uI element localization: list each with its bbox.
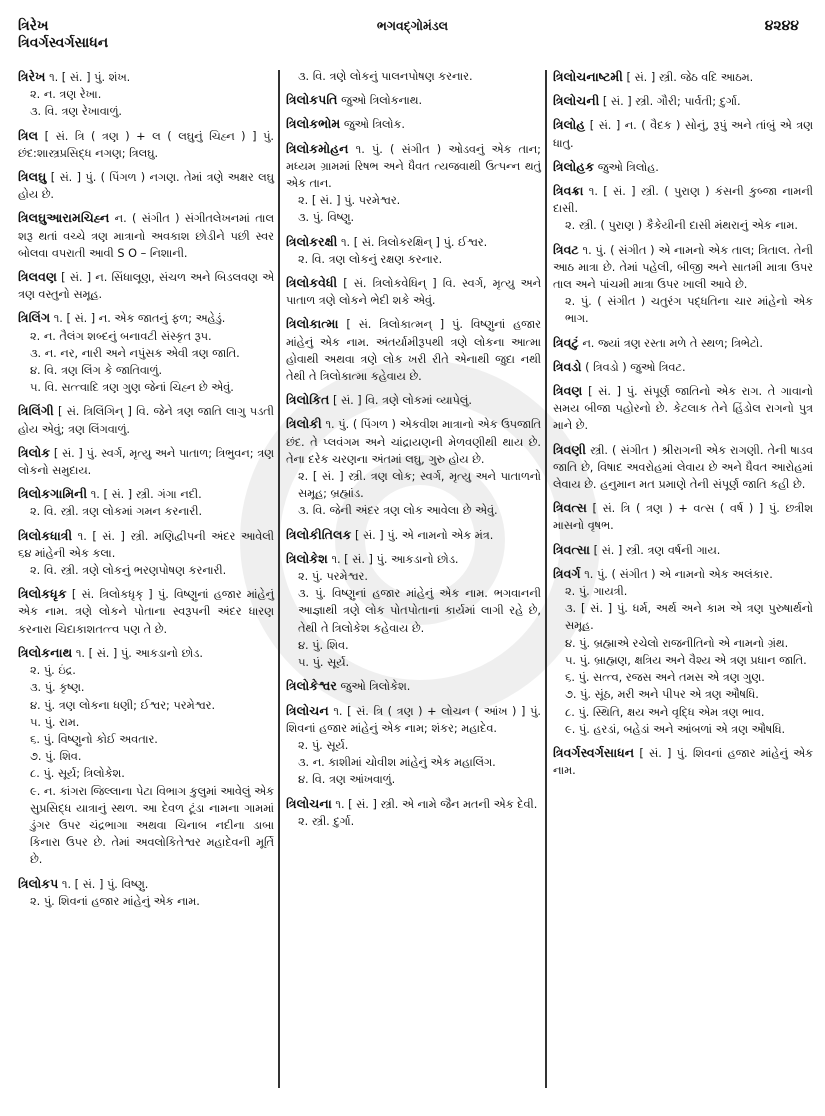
dictionary-entry — [553, 441, 813, 494]
dictionary-entry — [553, 541, 813, 559]
entry-sense: ૨. સ્ત્રી. દુર્ગા. — [298, 814, 355, 828]
entry-sense: ૩. [ સં. ] પું. ધર્મ, અર્થ અને કામ એ ત્રણ પુરુષાર્થનો સમૂહ. — [565, 602, 813, 633]
entry-sense: ૩. ન. નર, નારી અને નપુંસક એવી ત્રણ જાતિ. — [30, 346, 240, 360]
entry-sense: ૩. ન. કાશીમાં ચોવીશ માંહેનું એક મહાલિંગ. — [298, 756, 496, 770]
entry-headword: ત્રિવક્રા — [553, 183, 584, 199]
entry-sense: ૧. [ સં. ] સ્ત્રી. ( પુરાણ ) કંસની કુબ્જા નામની દાસી. — [553, 185, 814, 216]
entry-sense: ૧. પું. ( પિંગળ ) એકવીશ માત્રાનો એક ઉપજાતિ છંદ. તે પ્લવંગમ અને ચાંદ્રાયણની મેળવણીથી થાય છે. તેના દરેક ચરણના અંતમાં લઘુ, ગુરુ હોય છે. — [286, 418, 541, 466]
entry-sense: ૫. વિ. સત્ત્વાદિ ત્રણ ગુણ જેનાં ચિહ્ન છે એવું. — [30, 381, 234, 395]
entry-sense: [ સં. ] વિ. ત્રણે લોકમાં વ્યાપેલું. — [332, 394, 472, 408]
dictionary-entry — [18, 268, 274, 303]
entry-headword: ત્રિવટું — [553, 334, 579, 350]
entry-sense: ૧. [ સં. ] પું. વિષ્ણુ. — [61, 877, 149, 891]
entry-sense: ૨. પું. સૂર્ય. — [298, 738, 349, 752]
entry-sense: જુઓ ત્રિલોહ. — [597, 160, 659, 174]
entry-headword: ત્રિલોકધાત્રી — [18, 527, 73, 543]
entry-sense: ૧. [ સં. ] પું. આકડાનો છોડ. — [75, 646, 203, 660]
entry-sense: ૧. [ સં. ] પું. આકડાનો છોડ. — [331, 552, 459, 566]
entry-sense: ૨. ન. તૈલંગ શબ્દનું બનાવટી સંસ્કૃત રૂપ. — [30, 329, 212, 343]
entry-headword: ત્રિલવણ — [18, 269, 57, 285]
dictionary-entry — [286, 550, 541, 671]
entry-headword: ત્રિલોચની — [553, 93, 600, 109]
entry-sense: ૩. વિ. ત્રણ રેખાવાળું. — [30, 105, 122, 119]
entry-sense: ૨. પું. ગાયત્રી. — [565, 585, 628, 599]
dictionary-entry — [286, 115, 541, 133]
entry-sense: ૯. પું. હરડાં, બહેડાં અને આંબળાં એ ત્રણ ઔષધિ. — [565, 722, 786, 736]
entry-sense: ૨. પું. ઇંદ્ર. — [30, 664, 76, 678]
entry-sense: [ સં. ત્રિલિંગિન્ ] વિ. જેને ત્રણ જાતિ લાગુ પડતી હોય એવું; ત્રણ લિંગવાળું. — [18, 405, 274, 436]
dictionary-entry — [18, 168, 274, 203]
entry-sense: ૨. ન. ત્રણ રેખા. — [30, 88, 102, 102]
dictionary-entry — [286, 140, 541, 227]
entry-headword: ત્રિલોકમોહન — [286, 140, 349, 156]
entry-sense: [ સં. ત્રિલોકાત્મન્ ] પું. વિષ્ણુનાં હજાર માંહેનું એક નામ. અંતર્યામીરૂપથી ત્રણે લોકના આત્મા હોવાથી અથવા ત્રણે લોક ખરી રીતે એનાથી જુદા નથી તેથી તે ત્રિલોકાત્મા કહેવાય છે. — [286, 318, 541, 384]
entry-sense: ન. ( સંગીત ) સંગીતલેખનમાં તાલ શરૂ થતાં વચ્ચે ત્રણ માત્રાનો અવકાશ છોડીને પછી સ્વર બોલવા વપરાતી આવી S O – નિશાની. — [18, 212, 274, 260]
entry-sense: જુઓ ત્રિલોકનાથ. — [341, 94, 423, 108]
entry-headword: ત્રિલોકાત્મા — [286, 316, 339, 332]
entry-sense: [ સં. ત્રિલોકધૃક્ ] પું. વિષ્ણુનાં હજાર માંહેનું એક નામ. ત્રણે લોકને પોતાના સ્વરૂપની અંદર ધારણ કરનારા ચિદાકાશતત્ત્વ પણ તે છે. — [18, 588, 274, 636]
entry-sense: [ સં. ] ન. ( વૈદક ) સોનું, રૂપું અને તાંબું એ ત્રણ ધાતુ. — [553, 119, 813, 150]
book-title: ભગવદ્ગોમંડલ — [376, 18, 449, 33]
entry-sense: ૨. પું. પરમેશ્વર. — [298, 570, 368, 584]
entry-sense: ન. જ્યાં ત્રણ રસ્તા મળે તે સ્થળ; ત્રિભેટો. — [582, 336, 763, 350]
entry-sense: ૧. [ સં. ત્રિ ( ત્રણ ) + લોચન ( આંખ ) ] પું. શિવનાં હજાર માંહેનું એક નામ; શંકર; મહાદેવ. — [286, 704, 541, 735]
dictionary-entry — [286, 233, 541, 268]
dictionary-entry — [286, 274, 541, 309]
entry-headword: ત્રિવર્ગ — [553, 565, 581, 581]
entry-sense: ૫. પું. રામ. — [30, 715, 80, 729]
dictionary-entry — [286, 795, 541, 830]
entry-headword: ત્રિવત્સા — [553, 541, 590, 557]
entry-sense: ૮. પું. સ્થિતિ, ક્ષય અને વૃદ્ધિ એમ ત્રણ ભાવ. — [565, 705, 765, 719]
dictionary-entry — [18, 644, 274, 869]
entry-sense: [ સં. ] પું. એ નામનો એક મંત્ર. — [354, 528, 494, 542]
entry-headword: ત્રિલોકિત — [286, 392, 330, 408]
entry-headword: ત્રિલોહક — [553, 158, 595, 174]
entry-sense: ૬. પું. વિષ્ણુનો કોઈ અવતાર. — [30, 732, 158, 746]
entry-sense: [ સં. ] પું. ( પિંગળ ) નગણ. તેમાં ત્રણે અક્ષર લઘુ હોય છે. — [18, 171, 274, 202]
entry-sense: ૧. [ સં. ] ન. એક જાતનું ફળ; અહેડું. — [53, 312, 226, 326]
entry-headword: ત્રિલોક — [18, 444, 51, 460]
entry-sense: ૧. [ સં. ] સ્ત્રી. એ નામે જૈન મતની એક દેવી. — [335, 797, 538, 811]
entry-headword: ત્રિલઘુ — [18, 169, 47, 185]
entry-sense: ૩. પું. કૃષ્ણ. — [30, 681, 85, 695]
entry-sense: ૧. [ સં. ] સ્ત્રી. મણિદ્વીપની અંદર આવેલી ૬૪ માંહેની એક કલા. — [18, 529, 275, 560]
entry-headword: ત્રિલોકપ — [18, 875, 59, 891]
dictionary-entry — [286, 526, 541, 544]
entry-headword: ત્રિલોકપતિ — [286, 92, 338, 108]
dictionary-entry — [553, 565, 813, 738]
dictionary-entry — [18, 444, 274, 479]
dictionary-entry — [553, 158, 813, 176]
entry-sense: ૫. પું. બ્રાહ્મણ, ક્ષત્રિય અને વૈશ્ય એ ત્રણ પ્રધાન જાતિ. — [565, 653, 807, 667]
dictionary-entry — [18, 485, 274, 520]
page-number: ૪૨૪૪ — [764, 18, 799, 34]
entry-sense: [ સં. ] પું. શિવનાં હજાર માંહેનું એક નામ. — [553, 746, 813, 778]
entry-sense: ૪. પું. શિવ. — [298, 638, 349, 652]
entry-sense: [ સં. ત્રિ ( ત્રણ ) + વત્સ ( વર્ષ ) ] પું. છત્રીશ માસનો વૃષભ. — [553, 502, 813, 533]
dictionary-entry — [18, 68, 274, 121]
entry-headword: ત્રિવત્સ — [553, 500, 587, 516]
entry-headword: ત્રિલોકભોમ — [286, 116, 341, 132]
entry-sense: ( ત્રિવડો ) જુઓ ત્રિવટ. — [585, 360, 686, 374]
dictionary-entry — [18, 585, 274, 638]
entry-sense: ૬. પું. સત્ત્વ, રજસ અને તમસ એ ત્રણ ગુણ. — [565, 671, 765, 685]
entry-sense: ૨. સ્ત્રી. ( પુરાણ ) કૈકેયીની દાસી મંથરાનું એક નામ. — [565, 219, 798, 233]
dictionary-entry — [553, 499, 813, 534]
dictionary-entry — [286, 315, 541, 385]
entry-sense: [ સં. ] સ્ત્રી. ગૌરી; પાર્વતી; દુર્ગા. — [602, 95, 741, 109]
entry-sense: ૪. વિ. ત્રણ આંખવાળું. — [298, 773, 396, 787]
entry-sense: [ સં. ] સ્ત્રી. ત્રણ વર્ષની ગાય. — [593, 543, 721, 557]
dictionary-entry — [553, 382, 813, 435]
dictionary-entry — [286, 677, 541, 695]
dictionary-entry — [286, 702, 541, 789]
column-divider — [278, 70, 280, 1088]
entry-headword: ત્રિલોચન — [286, 702, 329, 718]
entry-headword: ત્રિલોકવેધી — [286, 275, 338, 291]
entry-sense: [ સં. ત્રિ ( ત્રણ ) + લ ( લઘુનું ચિહ્ન ) ] પું. છંદ:શાસ્ત્રપ્રસિદ્ધ નગણ; ત્રિલઘુ. — [18, 129, 274, 160]
dictionary-entry — [553, 116, 813, 151]
entry-sense: ૯. ન. કાંગરા જિલ્લાના પેટા વિભાગ કુલુમાં આવેલું એક સુપ્રસિદ્ધ યાત્રાનું સ્થળ. આ દેવળ ટૂંડા નામના ગામમાં ડુંગર ઉપર ચંદ્રભાગા અથવા ચિનાબ નદીના ડાબા કિનારા ઉપર છે. તેમાં અવલોકિતેશ્વર મહાદેવની મૂર્તિ છે. — [30, 784, 274, 867]
entry-sense: જુઓ ત્રિલોક. — [343, 118, 405, 132]
page-header — [0, 14, 825, 64]
entry-headword: ત્રિલોકધૃક — [18, 586, 67, 602]
dictionary-entry — [286, 68, 541, 85]
entry-headword: ત્રિલોકનાથ — [18, 644, 73, 660]
dictionary-entry — [553, 92, 813, 110]
entry-sense: [ સં. ] પું. સંપૂર્ણ જાતિનો એક રાગ. તે ગાવાનો સમય બીજા પહોરનો છે. કેટલાક તેને હિંડોલ રાગનો પુત્ર માને છે. — [553, 385, 813, 433]
entry-sense: [ સં. ] ન. સિંધાલૂણ, સંચળ અને બિડલવણ એ ત્રણ વસ્તુનો સમૂહ. — [18, 271, 274, 302]
entry-headword: ત્રિલોકીતિલક — [286, 526, 352, 542]
dictionary-entry — [553, 744, 813, 779]
entry-sense: ૧. પું. ( સંગીત ) એ નામનો એક તાલ; ત્રિતાલ. તેની આઠ માત્રા છે. તેમાં પહેલી, બીજી અને સાતમી માત્રા ઉપર તાલ અને પાંચમી માત્રા ઉપર ખાલી આવે છે. — [553, 243, 813, 292]
entry-sense: ૨. [ સં. ] સ્ત્રી. ત્રણ લોક; સ્વર્ગ, મૃત્યુ અને પાતાળનો સમૂહ; બ્રહ્માંડ. — [298, 470, 541, 501]
entry-headword: ત્રિરેખ — [18, 69, 46, 84]
entry-sense: [ સં. ત્રિલોકવેધિન્ ] વિ. સ્વર્ગ, મૃત્યુ અને પાતાળ ત્રણે લોકને ભેદી શકે એવું. — [286, 277, 541, 308]
entry-sense: [ સં. ] પું. સ્વર્ગ, મૃત્યુ અને પાતાળ; ત્રિભુવન; ત્રણ લોકનો સમુદાય. — [18, 446, 275, 478]
entry-headword: ત્રિલોકેશ — [286, 550, 328, 566]
column-1 — [18, 68, 274, 916]
entry-sense: સ્ત્રી. ( સંગીત ) શ્રીરાગની એક રાગણી. તેની ષાડવ જાતિ છે, વિષાદ અવરોહમાં લેવાય છે અને ધૈવત આરોહમાં લેવાય છે. હનુમાન મત પ્રમાણે તેની સંપૂર્ણ જાતિ કહી છે. — [553, 443, 813, 492]
entry-sense: ૨. પું. ( સંગીત ) ચતુરંગ પદ્ધતિના ચાર માંહેનો એક ભાગ. — [565, 295, 813, 326]
entry-sense: ૭. પું. સૂંઠ, મરી અને પીપર એ ત્રણ ઔષધિ. — [565, 688, 759, 702]
dictionary-entry — [18, 127, 274, 162]
entry-sense: ૨. વિ. સ્ત્રી. ત્રણ લોકમાં ગમન કરનારી. — [30, 505, 203, 519]
entry-headword: ત્રિવણી — [553, 441, 587, 457]
dictionary-entry — [553, 182, 813, 235]
entry-headword: ત્રિલોચનાષ્ટમી — [553, 69, 623, 84]
entry-sense: ૨. વિ. સ્ત્રી. ત્રણે લોકનું ભરણપોષણ કરનારી. — [30, 564, 227, 578]
dictionary-entry — [18, 402, 274, 437]
entry-headword: ત્રિલોકગામિની — [18, 486, 88, 502]
entry-sense: ૮. પું. સૂર્ય; ત્રિલોકેશ. — [30, 767, 125, 781]
entry-sense: ૨. [ સં. ] પું. પરમેશ્વર. — [298, 194, 401, 208]
entry-headword: ત્રિવટ — [553, 241, 579, 257]
entry-headword: ત્રિલોકરક્ષી — [286, 233, 338, 249]
dictionary-entry — [553, 334, 813, 352]
entry-headword: ત્રિલોકેશ્વર — [286, 678, 337, 694]
entry-headword: ત્રિલિંગી — [18, 403, 54, 419]
entry-sense: ૨. વિ. ત્રણ લોકનું રક્ષણ કરનાર. — [298, 252, 443, 266]
entry-sense: ૪. વિ. ત્રણ લિંગ કે જાતિવાળું. — [30, 364, 163, 378]
entry-sense: ૧. [ સં. ] પું. શંખ. — [49, 71, 131, 84]
entry-sense: ૪. પું. બ્રહ્માએ રચેલો રાજનીતિનો એ નામનો ગ્રંથ. — [565, 636, 789, 650]
last-guide-word: ત્રિવર્ગસ્વર્ગસાધન — [18, 35, 109, 51]
entry-sense: ૩. વિ. ત્રણે લોકનું પાલનપોષણ કરનાર. — [298, 70, 473, 83]
column-3 — [553, 68, 813, 785]
entry-headword: ત્રિલોચના — [286, 795, 332, 811]
entry-sense: ૧. પું. ( સંગીત ) ઓડવનું એક તાન; મધ્યમ ગ્રામમાં રિષભ અને ધૈવત ત્યજવાથી ઉત્પન્ન થતું એક તાન. — [286, 142, 541, 191]
entry-sense: [ સં. ] સ્ત્રી. જેઠ વદિ આઠમ. — [626, 71, 754, 84]
entry-sense: ૩. વિ. જેની અંદર ત્રણ લોક આવેલા છે એવું. — [298, 504, 498, 518]
dictionary-entry — [18, 209, 274, 262]
dictionary-entry — [286, 91, 541, 109]
entry-sense: ૨. પું. શિવનાં હજાર માંહેનું એક નામ. — [30, 894, 200, 908]
dictionary-entry — [18, 875, 274, 910]
entry-headword: ત્રિવર્ગસ્વર્ગસાધન — [553, 744, 635, 760]
entry-sense: ૩. પું. વિષ્ણુનાં હજાર માંહેનું એક નામ. ભગવાનની આજ્ઞાથી ત્રણે લોક પોતપોતાનાં કાર્યમાં લાગી રહે છે, તેથી તે ત્રિલોકેશ કહેવાય છે. — [298, 587, 541, 635]
entry-sense: જુઓ ત્રિલોકેશ. — [340, 680, 411, 694]
dictionary-entry — [286, 415, 541, 519]
entry-headword: ત્રિલ — [18, 127, 39, 143]
entry-sense: ૫. પું. સૂર્ય. — [298, 656, 350, 670]
entry-sense: ૭. પું. શિવ. — [30, 750, 82, 764]
entry-sense: ૧. [ સં. ત્રિલોકરક્ષિન્ ] પું. ઈશ્વર. — [341, 235, 488, 249]
entry-sense: ૪. પું. ત્રણ લોકના ધણી; ઈશ્વર; પરમેશ્વર. — [30, 698, 216, 712]
entry-sense: ૩. પું. વિષ્ણુ. — [298, 211, 355, 225]
dictionary-entry — [553, 68, 813, 86]
dictionary-entry — [18, 309, 274, 396]
dictionary-entry — [286, 391, 541, 409]
dictionary-entry — [18, 527, 274, 580]
entry-headword: ત્રિવડો — [553, 358, 582, 374]
entry-headword: ત્રિવણ — [553, 383, 583, 399]
dictionary-entry — [553, 358, 813, 376]
first-guide-word: ત્રિરેખ — [18, 18, 49, 34]
entry-headword: ત્રિલઘુઆરામચિહ્ન — [18, 210, 110, 226]
entry-headword: ત્રિલોહ — [553, 117, 586, 133]
column-divider — [545, 70, 547, 1088]
entry-headword: ત્રિલોકી — [286, 416, 322, 432]
entry-sense: ૧. [ સં. ] સ્ત્રી. ગંગા નદી. — [90, 488, 202, 502]
column-2 — [286, 68, 541, 836]
dictionary-entry — [553, 241, 813, 328]
entry-headword: ત્રિલિંગ — [18, 310, 51, 326]
entry-sense: ૧. પું. ( સંગીત ) એ નામનો એક અલંકાર. — [584, 567, 773, 581]
